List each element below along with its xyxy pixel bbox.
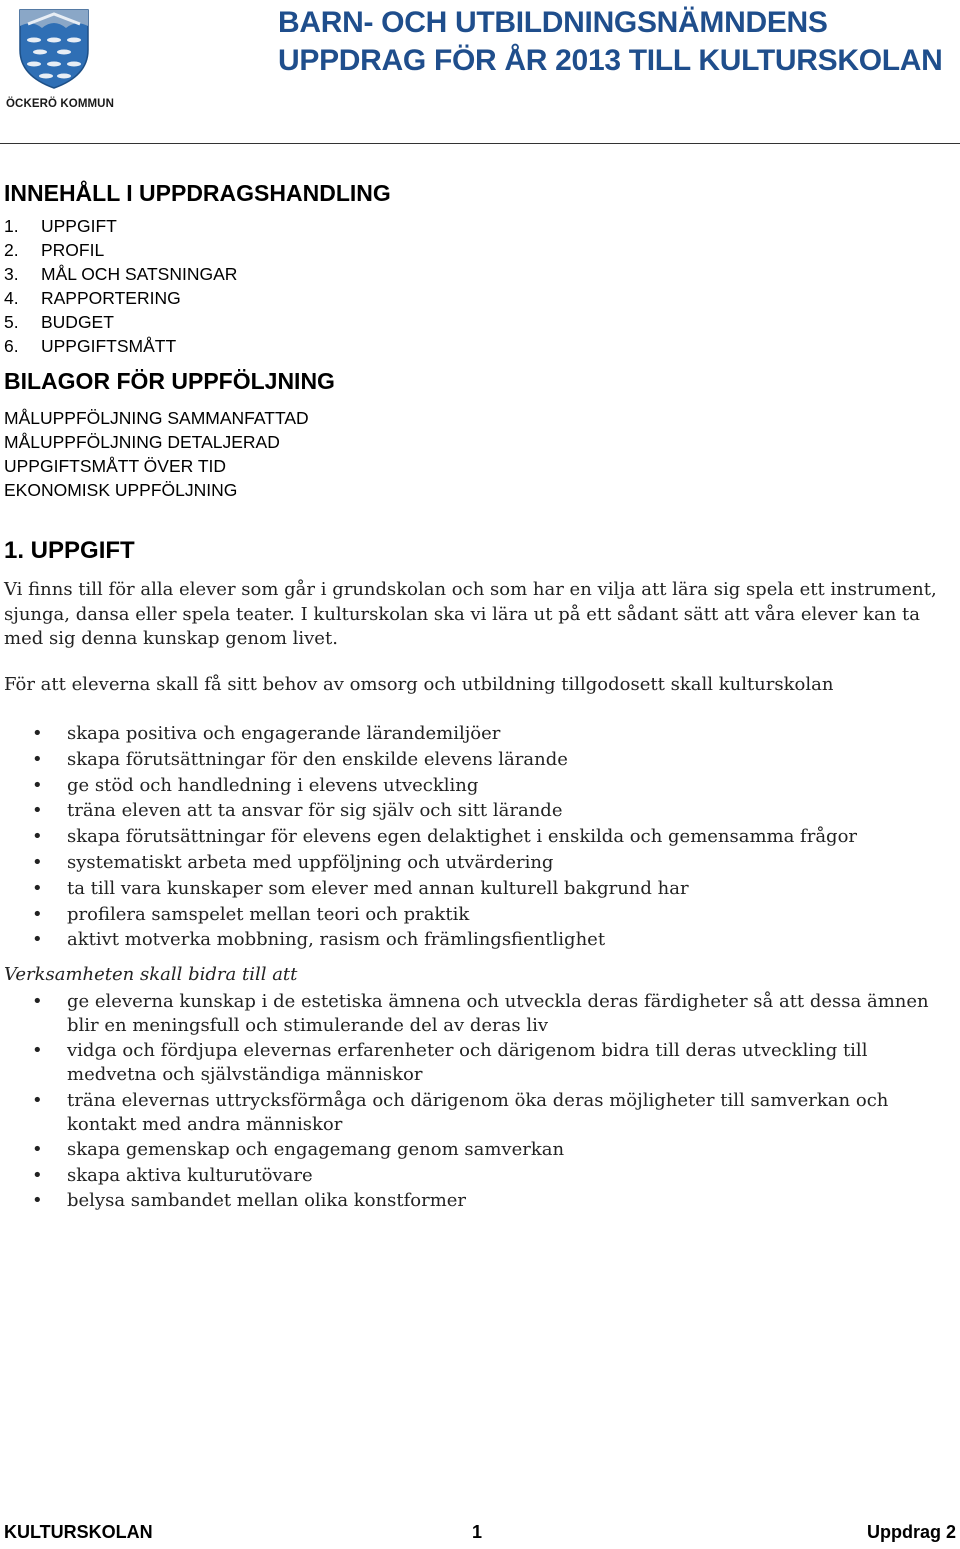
logo-text: ÖCKERÖ KOMMUN [6,98,114,110]
page-number: 1 [472,1522,483,1542]
bullet-list [4,721,954,953]
section-paragraph: Vi finns till för alla elever som går i grundskolan och som har en vilja att lära sig spela ett instrument, sjunga, dansa eller spela teater. I kulturskolan ska vi lära ut på ett sådant sätt att våra elever kan ta med sig denna kunskap genom livet. [4,579,937,649]
list-item: • träna elevernas uttrycksförmåga och därigenom öka deras möjligheter till samverkan och kontakt med andra människor [4,1089,954,1137]
list-item: • skapa gemenskap och engagemang genom samverkan [4,1138,954,1162]
toc-item: 2. PROFIL [4,240,105,260]
bullet-list [4,990,954,1214]
toc-list [4,214,954,358]
list-item: • skapa aktiva kulturutövare [4,1164,954,1188]
document-body [4,176,954,1215]
page-title [278,4,943,80]
title-line-2: UPPDRAG FÖR ÅR 2013 TILL KULTURSKOLAN [278,44,943,77]
footer-left: KULTURSKOLAN [4,1522,153,1542]
list-item: • skapa positiva och engagerande lärandemiljöer [4,721,954,747]
municipality-logo [6,6,116,112]
list-item: • aktivt motverka mobbning, rasism och främlingsfientlighet [4,927,954,953]
list-item: • vidga och fördjupa elevernas erfarenheter och därigenom bidra till deras utveckling till medvetna och självständiga människor [4,1039,954,1087]
attachment-item: MÅLUPPFÖLJNING SAMMANFATTAD [4,408,309,428]
toc-item: 5. BUDGET [4,312,114,332]
attachment-item: MÅLUPPFÖLJNING DETALJERAD [4,432,280,452]
footer-right: Uppdrag 2 [866,1522,956,1542]
list-item: • skapa förutsättningar för elevens egen delaktighet i enskilda och gemensamma frågor [4,824,954,850]
toc-item: 3. MÅL OCH SATSNINGAR [4,264,238,284]
toc-heading: INNEHÅLL I UPPDRAGSHANDLING [4,180,391,206]
toc-item: 1. UPPGIFT [4,216,117,236]
section-paragraph: För att eleverna skall få sitt behov av omsorg och utbildning tillgodosett skall kulturskolan [4,673,834,695]
title-line-1: BARN- OCH UTBILDNINGSNÄMNDENS [278,6,828,39]
list-item: • ge eleverna kunskap i de estetiska ämnena och utveckla deras färdigheter så att dessa ämnen blir en meningsfull och stimulerande del av deras liv [4,990,954,1038]
toc-item: 4. RAPPORTERING [4,288,181,308]
list-intro: Verksamheten skall bidra till att [4,964,298,986]
coat-of-arms-icon [6,6,102,90]
toc-item: 6. UPPGIFTSMÅTT [4,336,177,356]
page-footer [4,1522,956,1548]
list-item: • ge stöd och handledning i elevens utveckling [4,773,954,799]
attachment-item: UPPGIFTSMÅTT ÖVER TID [4,456,227,476]
list-item: • träna eleven att ta ansvar för sig själv och sitt lärande [4,798,954,824]
list-item: • ta till vara kunskaper som elever med annan kulturell bakgrund har [4,876,954,902]
list-item: • belysa sambandet mellan olika konstformer [4,1189,954,1213]
attachments-list [4,406,954,502]
list-item: • systematiskt arbeta med uppföljning och utvärdering [4,850,954,876]
attachments-heading: BILAGOR FÖR UPPFÖLJNING [4,368,335,394]
list-item: • profilera samspelet mellan teori och praktik [4,902,954,928]
section-heading: 1. UPPGIFT [4,537,135,564]
header-divider [0,143,960,144]
list-item: • skapa förutsättningar för den enskilde elevens lärande [4,747,954,773]
page-header [0,0,960,146]
attachment-item: EKONOMISK UPPFÖLJNING [4,480,238,500]
